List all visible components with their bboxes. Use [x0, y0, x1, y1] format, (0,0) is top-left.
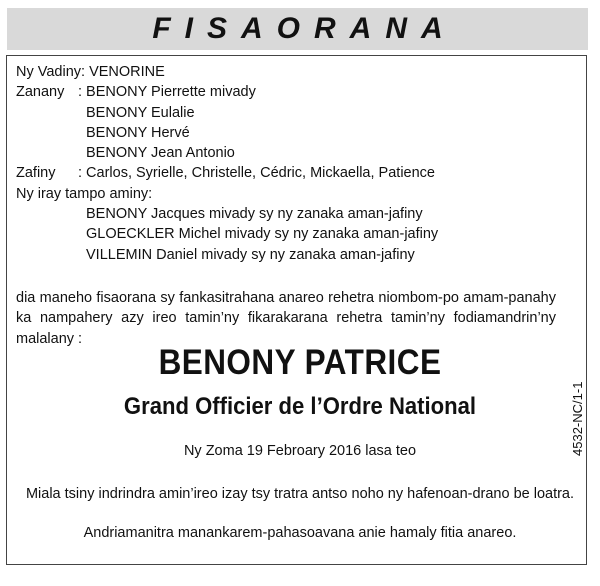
- reference-code: 4532-NC/1-1: [570, 381, 585, 456]
- announcement-paragraph: dia maneho fisaorana sy fankasitrahana anareo rehetra niombom-po amam-panahy ka nampahery azy ireo tamin’ny fikarakarana rehetra tamin’ny fodiamandrin’ny malalany :: [16, 290, 556, 347]
- date-line: Ny Zoma 19 Febroary 2016 lasa teo: [183, 443, 417, 459]
- closing-line-2: Andriamanitra manankarem-pahasoavana anie hamaly fitia anareo.: [83, 525, 517, 541]
- header-banner: [7, 8, 588, 50]
- child-name: BENONY Hervé: [86, 124, 190, 141]
- family-list: [16, 62, 561, 265]
- grandchildren-label: Zafiny: [16, 165, 56, 182]
- relative-name: VILLEMIN Daniel mivady sy ny zanaka aman-jafiny: [86, 246, 415, 263]
- closing-line-1: Miala tsiny indrindra amin’ireo izay tsy tratra antso noho ny hafenoan-drano be loatra.: [25, 486, 575, 502]
- children-row: [16, 82, 561, 102]
- children-label: Zanany: [16, 84, 65, 101]
- grandchildren-row: [16, 163, 561, 183]
- relative-name: GLOECKLER Michel mivady sy ny zanaka aman-jafiny: [86, 226, 439, 243]
- relative-name: BENONY Jacques mivady sy ny zanaka aman-jafiny: [86, 206, 423, 223]
- deceased-name: BENONY PATRICE: [158, 343, 442, 382]
- child-name: BENONY Jean Antonio: [86, 145, 235, 162]
- deceased-title: Grand Officier de l’Ordre National: [123, 393, 477, 420]
- relatives-label: Ny iray tampo aminy:: [16, 185, 153, 202]
- page-title: FISAORANA: [152, 12, 457, 45]
- child-name: : BENONY Pierrette mivady: [78, 84, 256, 101]
- widow-line: Ny Vadiny: VENORINE: [16, 64, 165, 80]
- child-name: BENONY Eulalie: [86, 104, 195, 121]
- grandchildren-names: : Carlos, Syrielle, Christelle, Cédric, Mickaella, Patience: [78, 165, 435, 182]
